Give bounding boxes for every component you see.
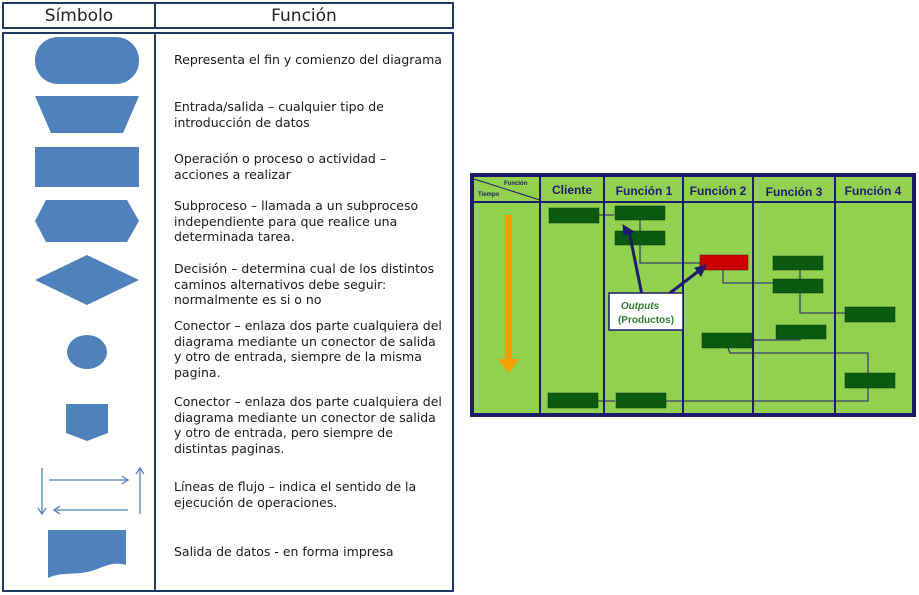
header-symbol: Símbolo [2,2,156,29]
circle-shape [67,335,107,369]
process-box [845,307,895,322]
row-description: Decisión – determina cual de los distintos caminos alternativos debe seguir: normalmente es si o no [174,261,435,307]
process-box [548,393,598,408]
row-description: Líneas de flujo – indica el sentido de la ejecución de operaciones. [174,479,417,510]
process-box [773,256,823,270]
callout-outputs-label: Outputs [620,301,660,312]
swimlane-diagram [470,173,916,417]
callout-productos-label: (Productos) [617,315,675,326]
process-box [615,206,665,220]
row-description: Conector – enlaza dos parte cualquiera del diagrama mediante un conector de salida y otro de entrada, siempre de la misma pagina. [174,318,442,380]
time-arrow-shaft [505,215,512,363]
lane-header-cliente: Cliente [551,183,593,197]
lane-header-funcion-1: Función 1 [615,184,673,198]
corner-time-label: Tiempo [478,192,500,198]
terminal-oval-shape [35,37,139,84]
row-description: Operación o proceso o actividad – acciones a realizar [174,151,387,182]
flow-arrows-shape [38,468,144,514]
process-box [776,325,826,339]
row-description: Entrada/salida – cualquier tipo de introducción de datos [174,99,384,130]
diamond-shape [35,255,139,305]
process-box [773,279,823,293]
process-box [616,393,666,408]
row-description: Salida de datos - en forma impresa [174,544,394,559]
process-box [615,231,665,245]
lane-header-funcion-3: Función 3 [765,185,823,199]
process-box [702,333,752,348]
corner-function-label: Función [504,181,528,187]
swimlane-canvas [470,173,916,417]
process-box [845,373,895,388]
lane-header-funcion-2: Función 2 [689,184,747,198]
row-description: Subproceso – llamada a un subproceso independiente para que realice una determinada tarea. [174,198,419,244]
pentagon-down-shape [66,404,108,441]
row-description: Conector – enlaza dos parte cualquiera del diagrama mediante un conector de salida y otro de entrada, pero siempre de distintas paginas. [174,394,442,456]
header-function: Función [156,2,454,29]
hexagon-shape [35,200,139,242]
symbol-shapes [0,0,160,595]
trapezoid-shape [35,96,139,133]
row-description: Representa el fin y comienzo del diagrama [174,52,442,67]
lane-header-funcion-4: Función 4 [844,184,902,198]
document-shape [48,530,126,578]
process-box [549,208,599,223]
rectangle-shape [35,147,139,187]
output-box-highlight [700,255,748,270]
